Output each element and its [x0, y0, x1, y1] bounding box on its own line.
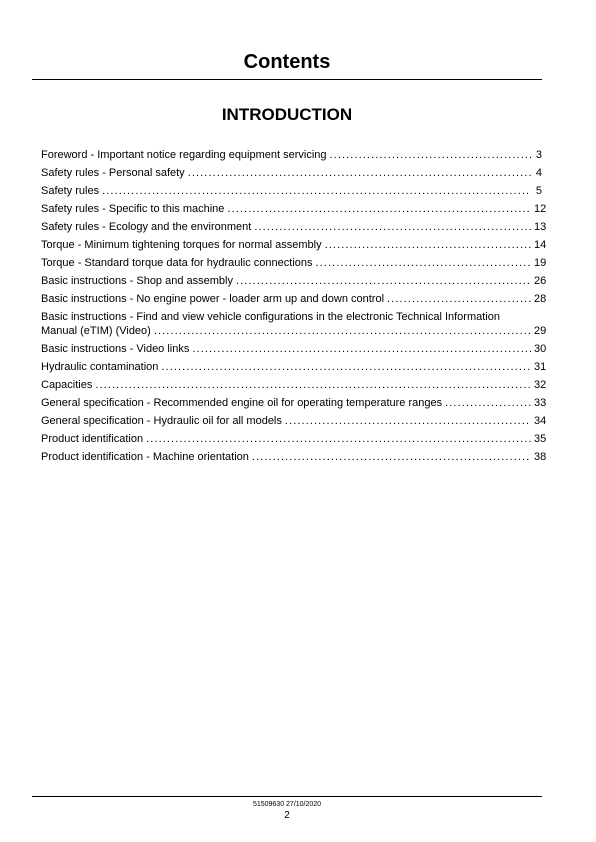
toc-entry-title[interactable]: Basic instructions - No engine power - loader arm up and down control — [41, 293, 385, 305]
toc-leader-dots — [445, 396, 531, 410]
toc-entry-page[interactable]: 13 — [534, 221, 547, 233]
toc-leader-dots — [102, 184, 531, 198]
footer-divider — [32, 796, 542, 797]
toc-leader-dots — [387, 292, 531, 306]
toc-entry-page[interactable]: 19 — [534, 257, 547, 269]
toc-entry-title[interactable]: Basic instructions - Video links — [41, 343, 190, 355]
toc-leader-dots — [192, 342, 531, 356]
toc-entry[interactable] — [41, 396, 547, 410]
toc-entry-title-line1[interactable]: Basic instructions - Find and view vehicle configurations in the electronic Technical Information — [41, 311, 500, 323]
toc-entry[interactable] — [41, 292, 547, 306]
toc-leader-dots — [95, 378, 531, 392]
page-number: 2 — [284, 810, 290, 821]
toc-entry-title[interactable]: Hydraulic contamination — [41, 361, 159, 373]
table-of-contents — [41, 148, 547, 468]
toc-entry-page[interactable]: 12 — [534, 203, 547, 215]
toc-entry-page[interactable]: 35 — [534, 433, 547, 445]
toc-entry[interactable] — [41, 450, 547, 464]
toc-entry[interactable] — [41, 202, 547, 216]
toc-entry-page[interactable]: 38 — [534, 451, 547, 463]
toc-entry-title[interactable]: Product identification - Machine orientation — [41, 451, 249, 463]
page-title: Contents — [243, 51, 331, 73]
toc-leader-dots — [146, 432, 531, 446]
toc-entry-title[interactable]: General specification - Hydraulic oil for all models — [41, 415, 282, 427]
toc-leader-dots — [236, 274, 531, 288]
toc-entry[interactable] — [41, 310, 547, 338]
toc-leader-dots — [316, 256, 532, 270]
toc-leader-dots — [325, 238, 531, 252]
toc-entry-title[interactable]: General specification - Recommended engine oil for operating temperature ranges — [41, 397, 443, 409]
toc-entry[interactable] — [41, 342, 547, 356]
toc-entry-page[interactable]: 32 — [534, 379, 547, 391]
toc-entry-page[interactable]: 3 — [535, 149, 542, 161]
toc-entry-page[interactable]: 28 — [534, 293, 547, 305]
toc-entry-title[interactable]: Safety rules - Specific to this machine — [41, 203, 225, 215]
toc-entry-page[interactable]: 4 — [535, 167, 542, 179]
toc-entry-title[interactable]: Basic instructions - Shop and assembly — [41, 275, 233, 287]
section-title: INTRODUCTION — [221, 105, 353, 124]
toc-entry-title[interactable]: Torque - Minimum tightening torques for normal assembly — [41, 239, 322, 251]
toc-leader-dots — [188, 166, 531, 180]
toc-leader-dots — [285, 414, 531, 428]
toc-leader-dots — [330, 148, 531, 162]
toc-entry[interactable] — [41, 378, 547, 392]
toc-leader-dots — [252, 450, 531, 464]
toc-entry[interactable] — [41, 184, 542, 198]
toc-entry-page[interactable]: 5 — [535, 185, 542, 197]
toc-entry-page[interactable]: 29 — [534, 325, 547, 337]
toc-entry-title[interactable]: Product identification — [41, 433, 144, 445]
toc-entry[interactable] — [41, 238, 547, 252]
toc-entry[interactable] — [41, 360, 547, 374]
toc-entry[interactable] — [41, 220, 547, 234]
toc-leader-dots — [161, 360, 531, 374]
top-divider — [32, 79, 542, 80]
toc-entry[interactable] — [41, 256, 547, 270]
toc-entry-page[interactable]: 31 — [534, 361, 547, 373]
toc-entry-page[interactable]: 33 — [534, 397, 547, 409]
toc-entry-title[interactable]: Torque - Standard torque data for hydraulic connections — [41, 257, 313, 269]
toc-entry-title-line2[interactable]: Manual (eTIM) (Video) — [41, 325, 151, 337]
toc-entry[interactable] — [41, 148, 542, 162]
toc-leader-dots — [154, 324, 531, 338]
toc-entry[interactable] — [41, 166, 542, 180]
toc-entry[interactable] — [41, 274, 547, 288]
toc-entry-page[interactable]: 26 — [534, 275, 547, 287]
toc-entry-title[interactable]: Safety rules - Personal safety — [41, 167, 185, 179]
document-code: 51509630 27/10/2020 — [252, 801, 322, 808]
toc-entry-title[interactable]: Safety rules - Ecology and the environment — [41, 221, 252, 233]
toc-entry-page[interactable]: 14 — [534, 239, 547, 251]
toc-leader-dots — [254, 220, 531, 234]
toc-entry-page[interactable]: 34 — [534, 415, 547, 427]
toc-entry-title[interactable]: Foreword - Important notice regarding equipment servicing — [41, 149, 327, 161]
toc-entry[interactable] — [41, 432, 547, 446]
toc-leader-dots — [227, 202, 531, 216]
toc-entry-page[interactable]: 30 — [534, 343, 547, 355]
toc-entry-title[interactable]: Safety rules — [41, 185, 100, 197]
toc-entry-title[interactable]: Capacities — [41, 379, 93, 391]
toc-entry[interactable] — [41, 414, 547, 428]
